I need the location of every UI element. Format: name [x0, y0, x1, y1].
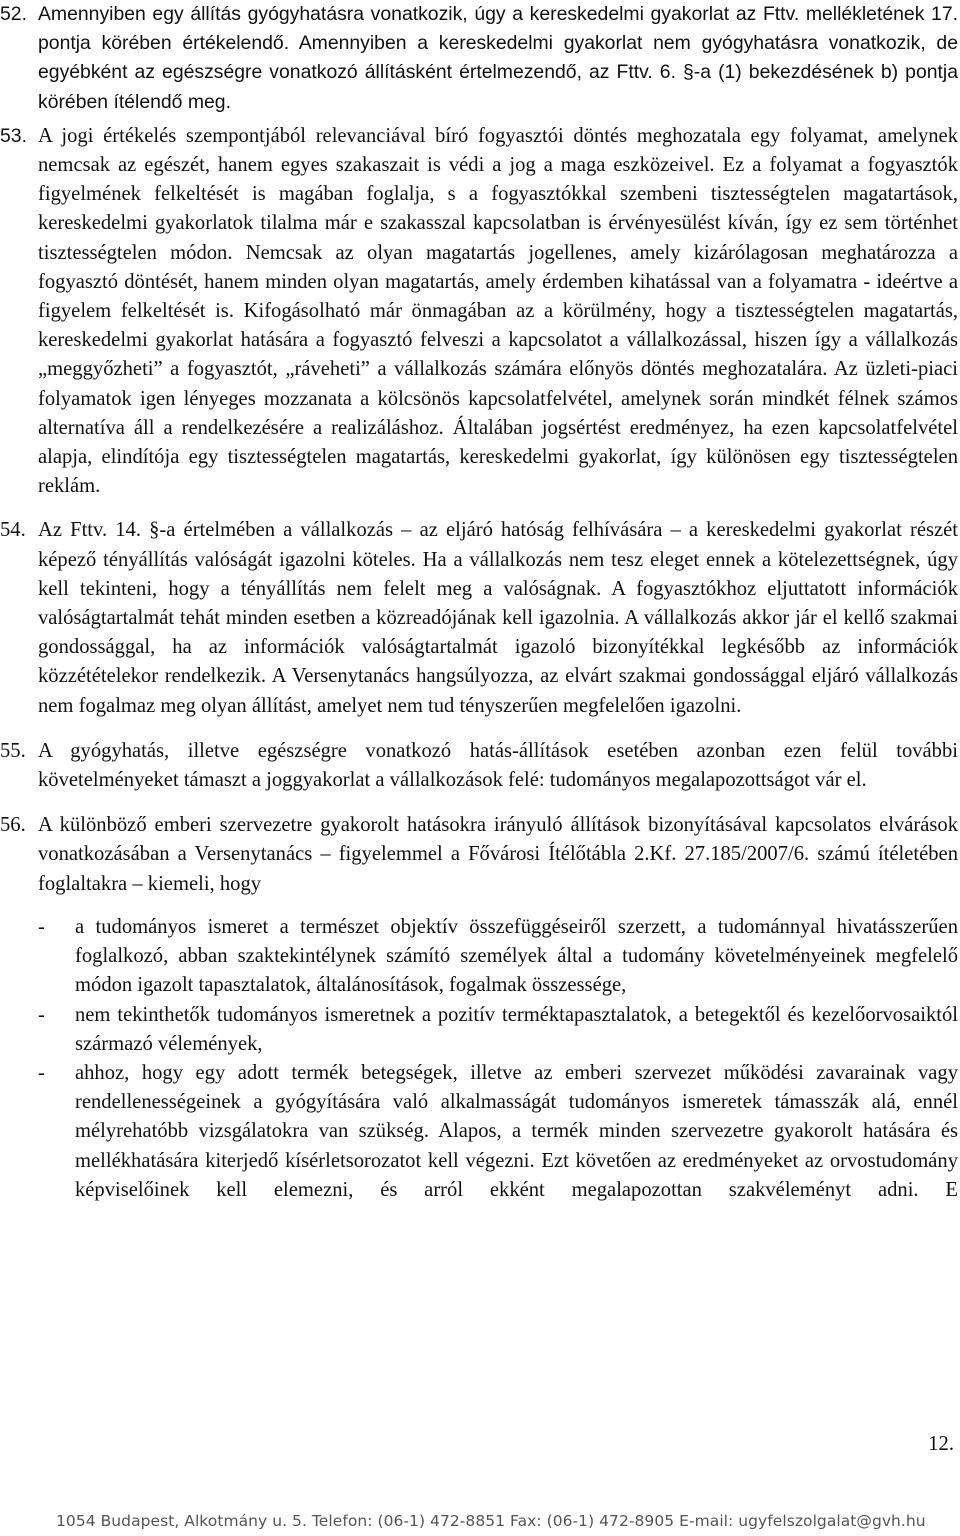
list-item-text: nem tekinthetők tudományos ismeretnek a pozitív terméktapasztalatok, a betegektől és kezelőorvosaiktól származó vélemények, [75, 1003, 958, 1055]
list-item-text: a tudományos ismeret a természet objektív összefüggéseiről szerzett, a tudománnyal hivatásszerűen foglalkozó, abban szaktekintélynek számító személyek által a tudomány követelményeinek megfelelő módon igazolt tapasztalatok, általánosítások, fogalmak összessége, [75, 915, 958, 997]
page-footer: 1054 Budapest, Alkotmány u. 5. Telefon: (06-1) 472-8851 Fax: (06-1) 472-8905 E-mail: ugyfelszolgalat@gvh.hu [56, 1512, 926, 1530]
paragraph-number: 53. [0, 124, 27, 147]
list-item [0, 1001, 958, 1059]
paragraph-text: A különböző emberi szervezetre gyakorolt hatásokra irányuló állítások bizonyításával kapcsolatos elvárások vonatkozásában a Versenytanács – figyelemmel a Fővárosi Ítélőtábla 2.Kf. 27.185/2007/6. számú ítéletében foglaltakra – kiemeli, hogy [38, 814, 958, 895]
page-number: 12. [928, 1433, 954, 1455]
list-item [0, 1059, 958, 1205]
paragraph-number: 56. [0, 814, 26, 837]
bullet-marker: - [38, 915, 45, 938]
bullet-marker: - [38, 1003, 45, 1026]
paragraph-text: A gyógyhatás, illetve egészségre vonatkozó hatás-állítások esetében azonban ezen felül további követelményeket támaszt a joggyakorlat a vállalkozások felé: tudományos megalapozottságot vár el. [38, 739, 958, 792]
paragraph-number: 52. [0, 3, 27, 25]
paragraph-53 [0, 122, 958, 502]
paragraph-54 [0, 516, 958, 720]
paragraph-55 [0, 737, 958, 795]
paragraph-number: 55. [0, 739, 26, 762]
paragraph-52 [0, 0, 958, 117]
bullet-marker: - [38, 1061, 45, 1084]
paragraph-text: A jogi értékelés szempontjából relevanciával bíró fogyasztói döntés meghozatala egy folyamat, amelynek nemcsak az egészét, hanem egyes szakaszait is védi a jog a maga eszközeivel. Ez a folyamat a fogyasztók figyelmének felkeltését is magában foglalja, s a fogyasztókkal szembeni tisztességtelen magatartások, kereskedelmi gyakorlatok tilalma már e szakasszal kapcsolatban is érvényesülést kíván, így ez sem történhet tisztességtelen módon. Nemcsak az olyan magatartás jogellenes, amely kizárólagosan meghatározza a fogyasztó döntését, hanem minden olyan magatartás, amely érdemben kihatással van a folyamatra - ideértve a figyelem felkeltését is. Kifogásolható már önmagában az a körülmény, hogy a tisztességtelen magatartás, kereskedelmi gyakorlat hatására a fogyasztó felveszi a kapcsolatot a vállalkozással, hiszen így a vállalkozás „meggyőzheti” a fogyasztót, „ráveheti” a vállalkozás számára előnyös döntés meghozatalára. Az üzleti-piaci folyamatok igen lényeges mozzanata a kölcsönös kapcsolatfelvétel, amelynek során mindkét félnek számos alternatíva áll a rendelkezésére a realizáláshoz. Általában jogsértést eredményez, ha ezen kapcsolatfelvétel alapja, elindítója egy tisztességtelen magatartás, kereskedelmi gyakorlat, így különösen egy tisztességtelen reklám. [38, 124, 958, 498]
paragraph-56 [0, 811, 958, 899]
bullet-list [0, 913, 958, 1205]
list-item-text: ahhoz, hogy egy adott termék betegségek, illetve az emberi szervezet működési zavarainak vagy rendellenességeinek a gyógyítására való alkalmasságát tudományos ismeretek támasszák alá, ennél mélyrehatóbb vizsgálatokra van szükség. Alapos, a termék minden szervezetre gyakorolt hatására és mellékhatására kiterjedő kísérletsorozatot kell végezni. Ezt követően az eredményeket az orvostudomány képviselőinek kell elemezni, és arról ekként megalapozottan szakvéleményt adni. E [75, 1061, 958, 1201]
paragraph-number: 54. [0, 519, 26, 542]
paragraph-text: Amennyiben egy állítás gyógyhatásra vonatkozik, úgy a kereskedelmi gyakorlat az Fttv. mellékletének 17. pontja körében értékelendő. Amennyiben a kereskedelmi gyakorlat nem gyógyhatásra vonatkozik, de egyébként az egészségre vonatkozó állításként értelmezendő, az Fttv. 6. §-a (1) bekezdésének b) pontja körében ítélendő meg. [38, 3, 958, 113]
paragraph-text: Az Fttv. 14. §-a értelmében a vállalkozás – az eljáró hatóság felhívására – a kereskedelmi gyakorlat részét képező tényállítás valóságát igazolni köteles. Ha a vállalkozás nem tesz eleget ennek a kötelezettségnek, úgy kell tekinteni, hogy a tényállítás nem felelt meg a valóságnak. A fogyasztókhoz eljuttatott információk valóságtartalmát tehát minden esetben a közreadójának kell igazolnia. A vállalkozás akkor jár el kellő szakmai gondossággal, ha az információk valóságtartalmát igazoló bizonyítékkal legkésőbb az információk közzétételekor rendelkezik. A Versenytanács hangsúlyozza, az elvárt szakmai gondossággal eljáró vállalkozás nem fogalmaz meg olyan állítást, amelyet nem tud tényszerűen megfelelően igazolni. [38, 519, 958, 717]
list-item [0, 913, 958, 1001]
